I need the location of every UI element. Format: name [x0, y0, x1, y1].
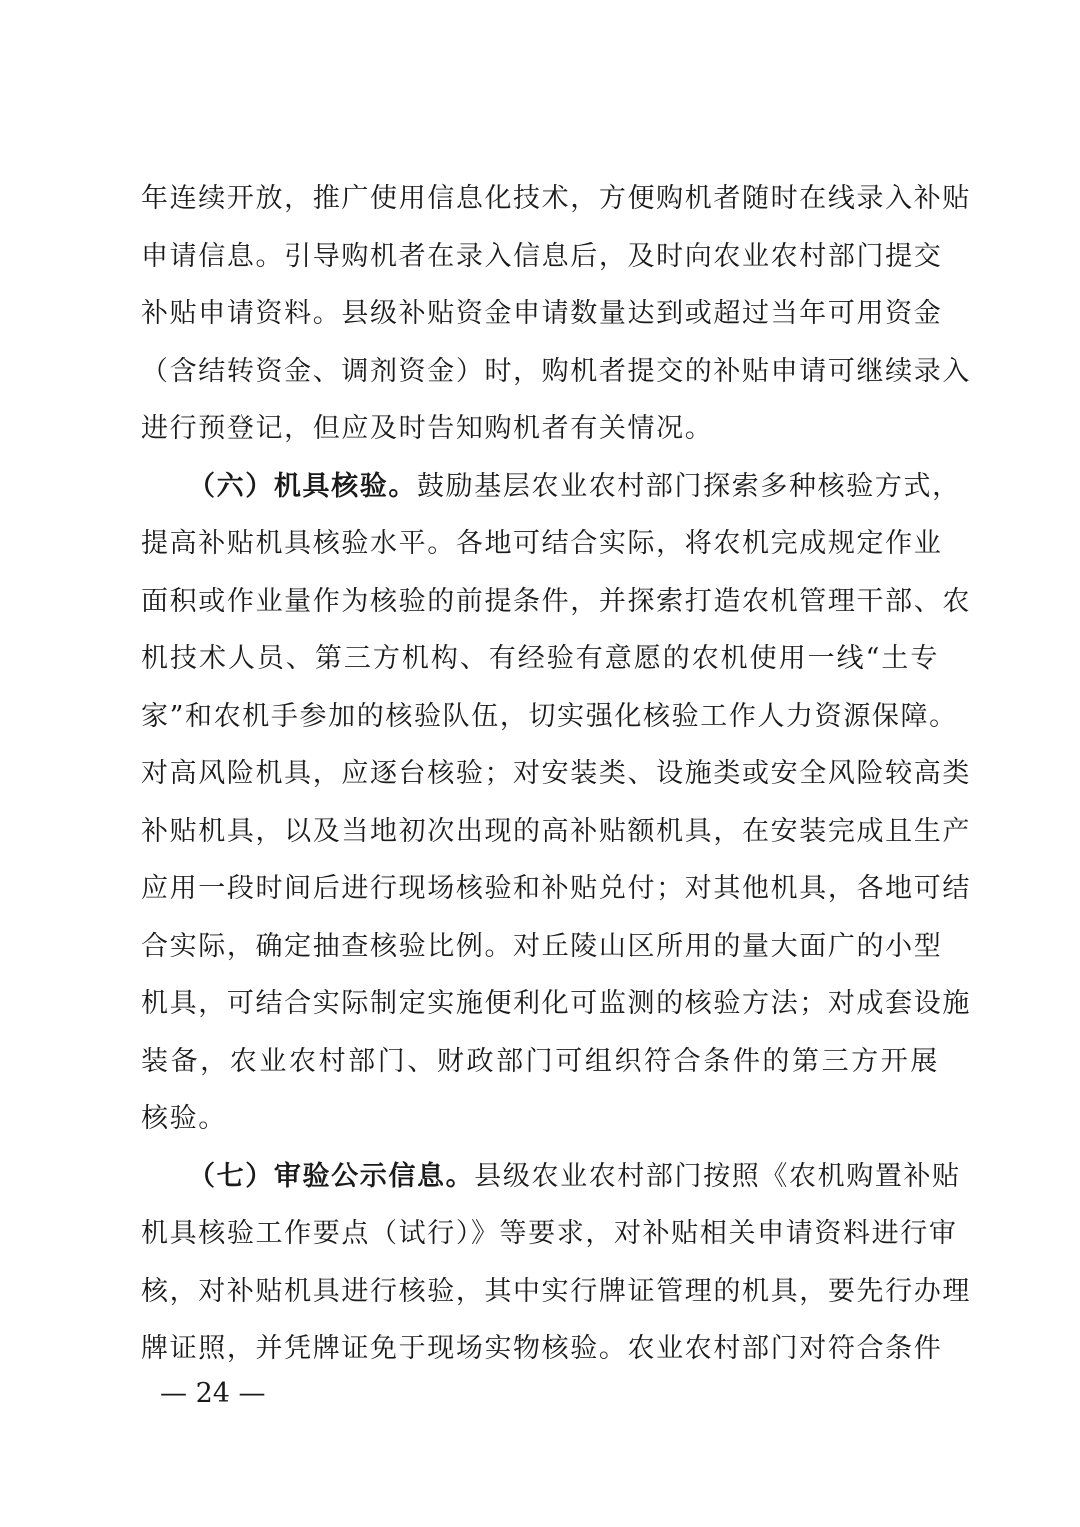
section-7-first-line-text: 县级农业农村部门按照《农机购置补贴	[474, 1161, 961, 1192]
paragraph-line: 合实际，确定抽查核验比例。对丘陵山区所用的量大面广的小型	[141, 931, 943, 962]
paragraph-line: 牌证照，并凭牌证免于现场实物核验。农业农村部门对符合条件	[141, 1333, 943, 1364]
section-6-first-line-text: 鼓励基层农业农村部门探索多种核验方式，	[416, 471, 961, 502]
paragraph-line: 补贴申请资料。县级补贴资金申请数量达到或超过当年可用资金	[141, 298, 943, 329]
paragraph-line: 家”和农机手参加的核验队伍，切实强化核验工作人力资源保障。	[141, 701, 958, 732]
section-6-heading: （六）机具核验。	[188, 471, 417, 502]
paragraph-line: 提高补贴机具核验水平。各地可结合实际，将农机完成规定作业	[141, 528, 943, 559]
paragraph-line: 进行预登记，但应及时告知购机者有关情况。	[141, 413, 714, 444]
paragraph-line: 机具，可结合实际制定实施便利化可监测的核验方法；对成套设施	[141, 988, 971, 1019]
paragraph-line: 装备，农业农村部门、财政部门可组织符合条件的第三方开展	[141, 1046, 939, 1077]
paragraph-line: 面积或作业量作为核验的前提条件，并探索打造农机管理干部、农	[141, 586, 971, 617]
paragraph-line: 机具核验工作要点（试行）》等要求，对补贴相关申请资料进行审	[141, 1218, 958, 1249]
paragraph-line: 应用一段时间后进行现场核验和补贴兑付；对其他机具，各地可结	[141, 873, 971, 904]
paragraph-line: （含结转资金、调剂资金）时，购机者提交的补贴申请可继续录入	[141, 356, 971, 387]
section-7-heading: （七）审验公示信息。	[188, 1161, 475, 1192]
paragraph-line: 对高风险机具，应逐台核验；对安装类、设施类或安全风险较高类	[141, 758, 971, 789]
paragraph-line: 年连续开放，推广使用信息化技术，方便购机者随时在线录入补贴	[141, 183, 971, 214]
paragraph-line: 核验。	[141, 1103, 227, 1134]
page-number: — 24 —	[160, 1378, 266, 1409]
paragraph-line: 申请信息。引导购机者在录入信息后，及时向农业农村部门提交	[141, 241, 943, 272]
paragraph-line: 补贴机具，以及当地初次出现的高补贴额机具，在安装完成且生产	[141, 816, 971, 847]
paragraph-line: 核，对补贴机具进行核验，其中实行牌证管理的机具，要先行办理	[141, 1276, 971, 1307]
section-6-first-line	[188, 465, 961, 509]
paragraph-line: 机技术人员、第三方机构、有经验有意愿的农机使用一线“土专	[141, 643, 939, 674]
section-7-first-line	[188, 1155, 961, 1199]
